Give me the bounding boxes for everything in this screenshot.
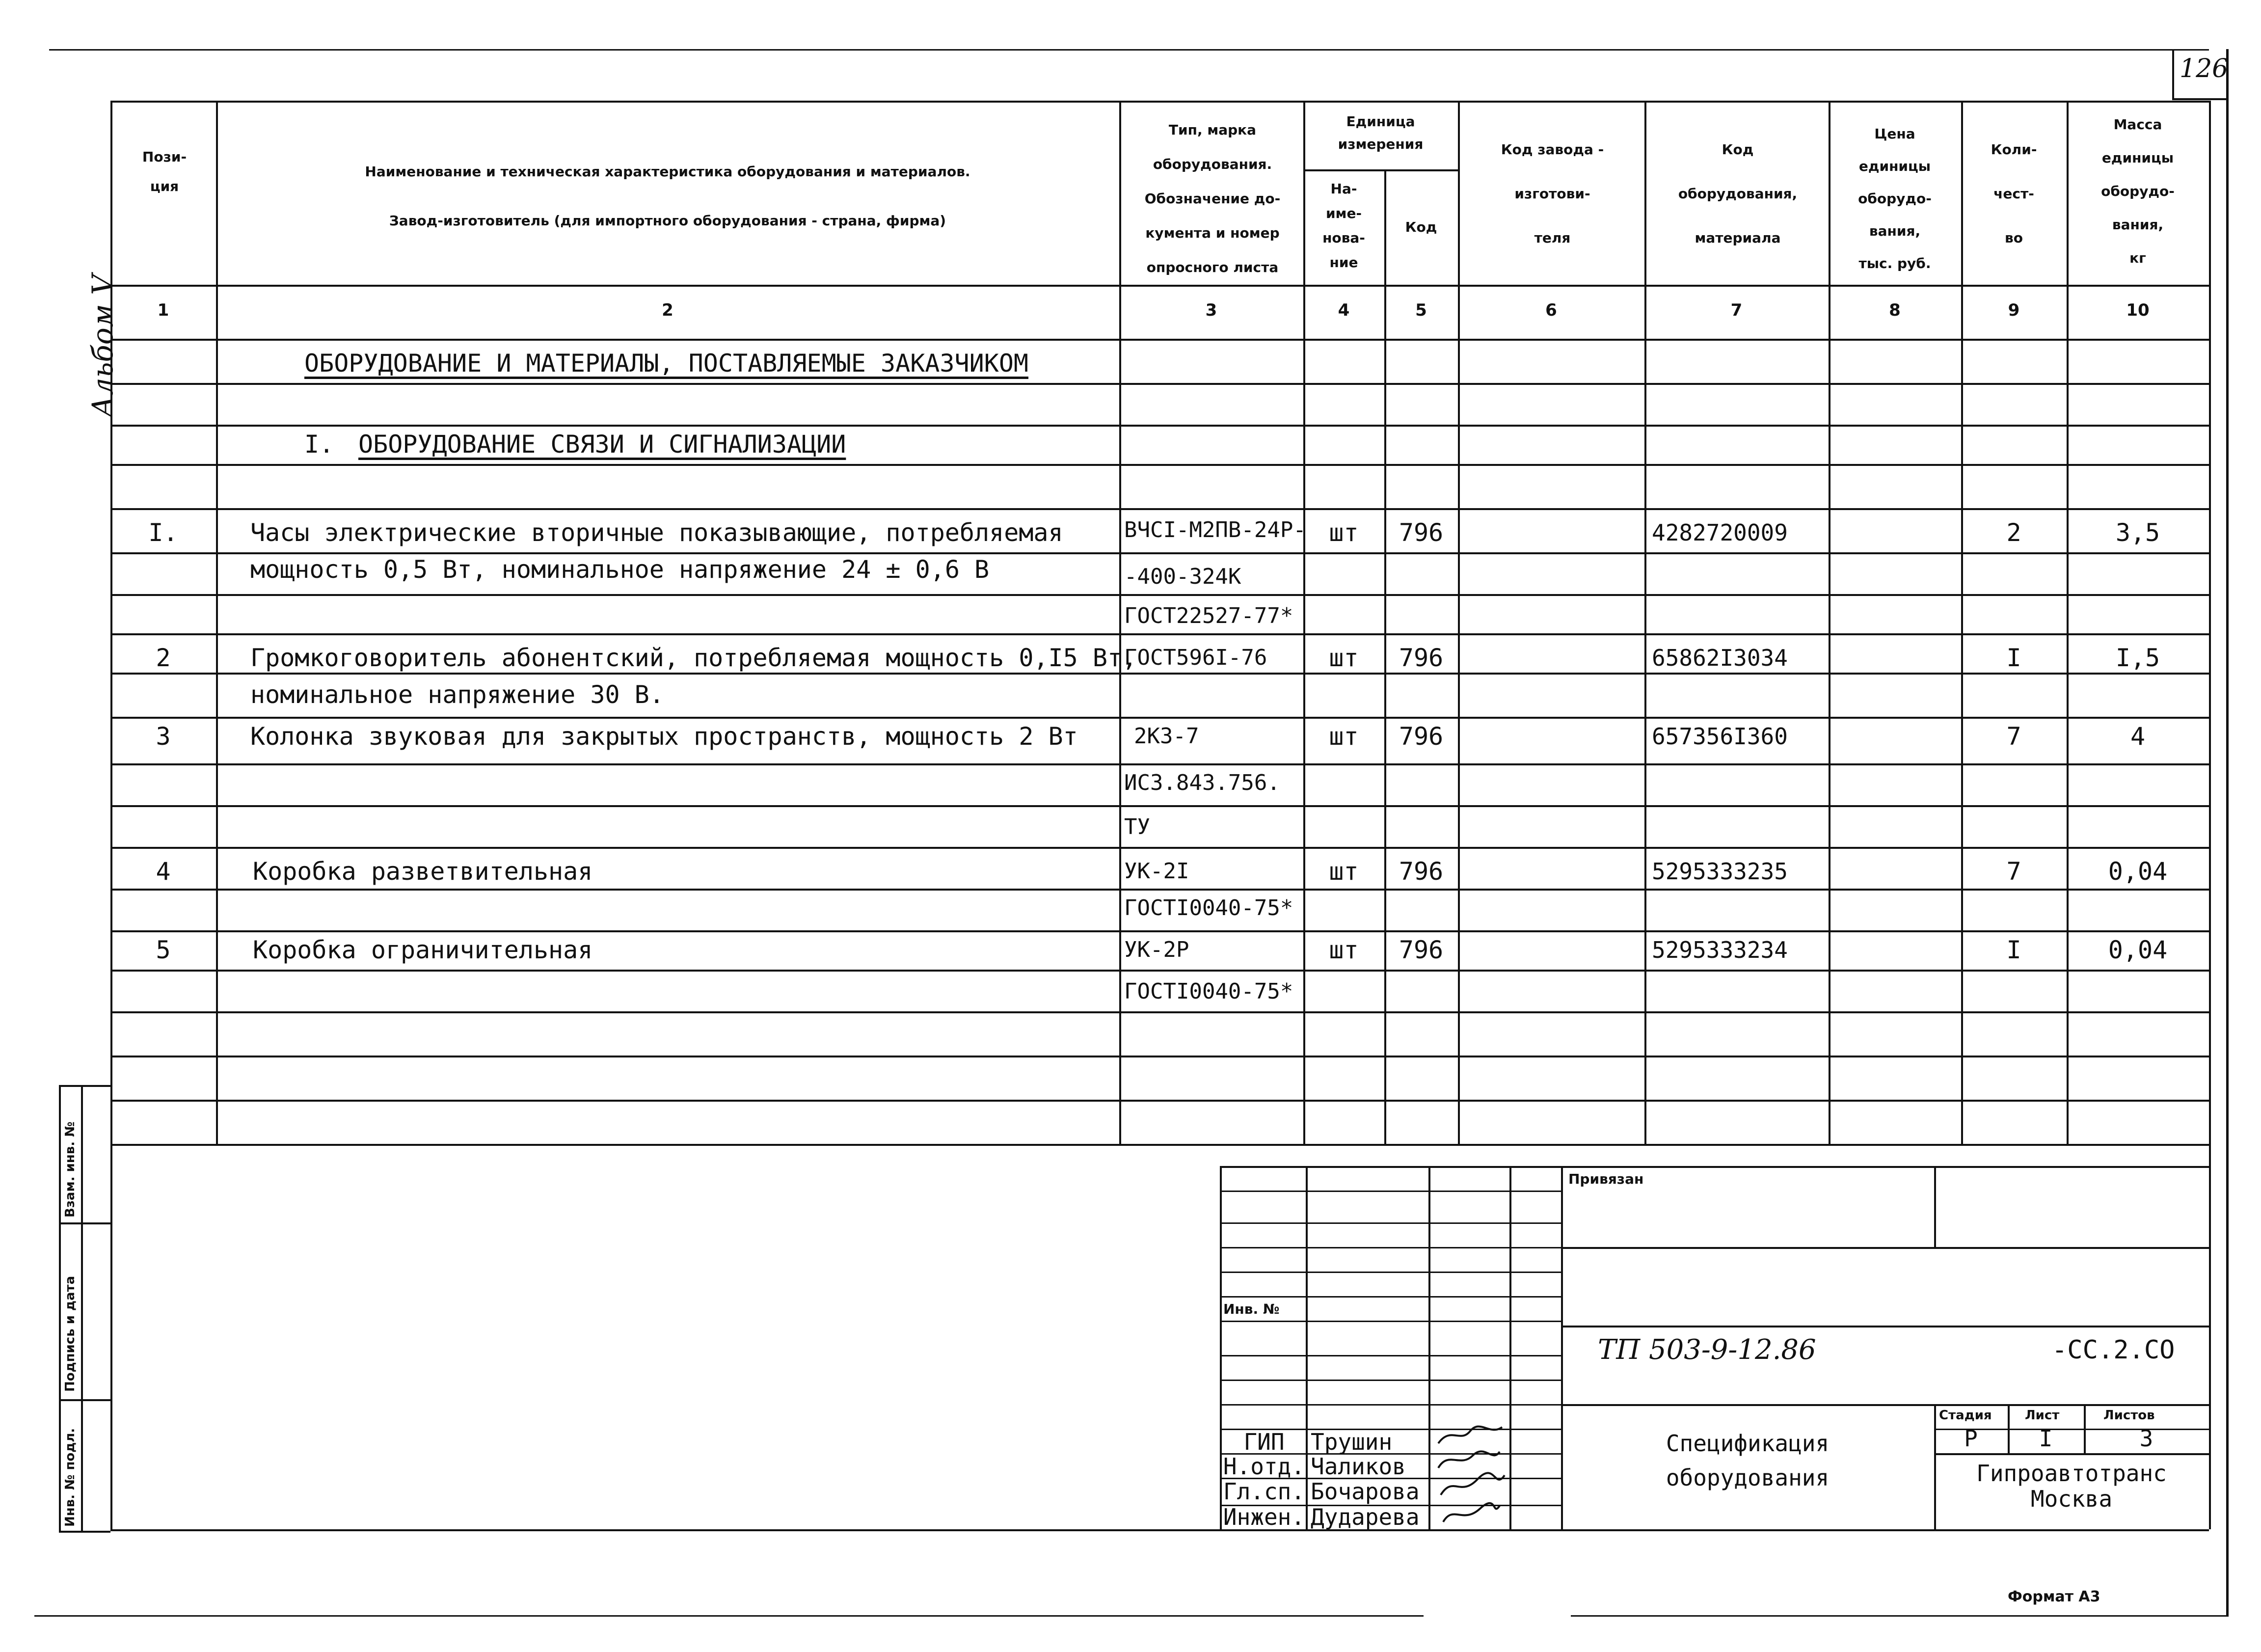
tb-line — [1509, 1166, 1511, 1529]
hdr-col1: Пози- ция — [142, 149, 187, 194]
tb-sheet: I — [2039, 1425, 2053, 1452]
tb-line — [1561, 1326, 2209, 1327]
tb-line — [1428, 1166, 1430, 1529]
row1-equip-code: 4282720009 — [1652, 519, 1788, 546]
tb-role-1: ГИП — [1243, 1429, 1285, 1455]
row-line — [110, 1011, 2209, 1013]
tb-privyazan: Привязан — [1568, 1171, 1644, 1187]
tb-role-4: Инжен. — [1223, 1504, 1305, 1530]
tb-sheet-label: Лист — [2025, 1408, 2060, 1423]
left-strip-mid — [81, 1085, 83, 1532]
row1-type-3: ГОСТ22527-77* — [1124, 603, 1293, 628]
col-num-3: 3 — [1205, 300, 1217, 320]
row4-equip-code: 5295333235 — [1652, 858, 1788, 885]
tb-inv-no: Инв. № — [1223, 1301, 1280, 1317]
row2-qty: I — [2006, 644, 2021, 672]
col-line-5 — [1458, 101, 1460, 1144]
frame-bottom — [110, 1529, 2209, 1531]
row-line — [110, 425, 2209, 427]
numbers-bottom — [110, 339, 2209, 341]
left-strip-line — [59, 1399, 110, 1401]
row5-equip-code: 5295333234 — [1652, 937, 1788, 963]
row3-qty: 7 — [2006, 722, 2021, 751]
row2-mass: I,5 — [2115, 644, 2160, 672]
row-line — [110, 1056, 2209, 1057]
row-line — [110, 594, 2209, 596]
row3-equip-code: 657356I360 — [1652, 723, 1788, 750]
tb-line — [1934, 1453, 2209, 1455]
tb-line — [1934, 1166, 1936, 1247]
left-strip-podpis: Подпись и дата — [63, 1275, 78, 1392]
row1-mass: 3,5 — [2115, 518, 2160, 547]
hdr-unit: Единица измерения — [1338, 113, 1424, 152]
left-strip-line — [59, 1222, 110, 1224]
signatures-graphic — [1431, 1421, 1509, 1529]
tb-name-2: Чаликов — [1311, 1453, 1406, 1480]
col-num-4: 4 — [1338, 300, 1350, 320]
row-line — [110, 970, 2209, 972]
row-line — [110, 930, 2209, 932]
row-line — [110, 552, 2209, 554]
row5-qty: I — [2006, 936, 2021, 964]
table-top — [110, 101, 2209, 103]
top-margin-line — [49, 49, 2209, 51]
tb-stage-label: Стадия — [1939, 1408, 1992, 1423]
row3-name-1: Колонка звуковая для закрытых пространств, мощность 2 Вт — [250, 722, 1078, 751]
tb-org: Гипроавтотранс Москва — [1976, 1460, 2167, 1512]
col-num-7: 7 — [1730, 300, 1743, 320]
left-strip-line — [59, 1085, 110, 1087]
row-line — [110, 805, 2209, 807]
bottom-margin-line-right — [1571, 1615, 2229, 1617]
row-line — [110, 847, 2209, 849]
hdr-col5: Код — [1405, 219, 1437, 235]
tb-line — [1306, 1166, 1308, 1529]
hdr-col7: Код оборудования, материала — [1678, 141, 1798, 246]
row1-code: 796 — [1399, 518, 1444, 547]
left-strip-inv-podl: Инв. № подл. — [63, 1428, 78, 1527]
hdr-col9: Коли- чест- во — [1991, 141, 2037, 246]
row-line — [110, 633, 2209, 635]
tb-name-1: Трушин — [1311, 1429, 1393, 1455]
album-note: Альбом V — [86, 274, 119, 417]
tb-sheets-label: Листов — [2103, 1408, 2155, 1423]
page-number-box-bottom — [2172, 98, 2227, 100]
tb-stage: Р — [1964, 1425, 1978, 1452]
tb-line — [1220, 1222, 1561, 1224]
row5-type-1: УК-2Р — [1124, 937, 1189, 962]
tb-line — [1561, 1404, 2209, 1406]
row3-pos: 3 — [156, 722, 171, 751]
row4-name-1: Коробка разветвительная — [253, 857, 593, 886]
left-strip-line — [59, 1531, 110, 1533]
row3-type-2: ИСЗ.843.756. — [1124, 770, 1280, 795]
hdr-col10: Масса единицы оборудо- вания, кг — [2101, 116, 2175, 266]
row4-type-2: ГОСТI0040-75* — [1124, 895, 1293, 921]
header-bottom — [110, 285, 2209, 287]
tb-line — [1220, 1321, 1561, 1322]
left-strip-vzam: Взам. инв. № — [63, 1121, 78, 1218]
bottom-margin-line — [34, 1615, 1424, 1617]
row5-pos: 5 — [156, 936, 171, 964]
col-line-6 — [1644, 101, 1646, 1144]
tb-role-3: Гл.сп. — [1223, 1478, 1305, 1505]
row2-equip-code: 65862I3034 — [1652, 645, 1788, 671]
unit-split-line — [1303, 169, 1458, 171]
hdr-col4: На- име- нова- ние — [1322, 181, 1365, 271]
tb-doc-title: Спецификация оборудования — [1666, 1430, 1830, 1491]
row1-name-1: Часы электрические вторичные показывающие, потребляемая — [250, 518, 1063, 547]
row5-unit: шт — [1329, 936, 1359, 964]
row4-unit: шт — [1329, 857, 1359, 886]
col-line-2 — [1119, 101, 1121, 1144]
row3-unit: шт — [1329, 722, 1359, 751]
format-label: Формат А3 — [2008, 1588, 2100, 1605]
row-line — [110, 464, 2209, 466]
row5-code: 796 — [1399, 936, 1444, 964]
col-num-1: 1 — [157, 300, 169, 320]
left-strip-outer — [59, 1085, 61, 1532]
tb-name-3: Бочарова — [1311, 1478, 1420, 1505]
row2-unit: шт — [1329, 644, 1359, 672]
row-line — [110, 508, 2209, 510]
table-right — [2209, 101, 2211, 1529]
row1-pos: I. — [148, 518, 178, 547]
tb-line — [1220, 1166, 1222, 1529]
row3-mass: 4 — [2130, 722, 2146, 751]
col-num-8: 8 — [1889, 300, 1901, 320]
row5-name-1: Коробка ограничительная — [253, 936, 593, 964]
row5-mass: 0,04 — [2108, 936, 2168, 964]
tb-doc-suffix: -СС.2.СО — [2052, 1335, 2175, 1365]
tb-doc-code: ТП 503-9-12.86 — [1598, 1334, 1816, 1366]
row1-unit: шт — [1329, 518, 1359, 547]
row-line — [110, 673, 2209, 675]
tb-line — [1220, 1380, 1561, 1381]
section-title: ОБОРУДОВАНИЕ И МАТЕРИАЛЫ, ПОСТАВЛЯЕМЫЕ ЗАКАЗЧИКОМ — [304, 349, 1029, 378]
row4-pos: 4 — [156, 857, 171, 886]
tb-top — [1220, 1166, 2209, 1168]
row1-qty: 2 — [2006, 518, 2021, 547]
tb-name-4: Дударева — [1311, 1504, 1420, 1530]
row1-type-2: -400-324К — [1124, 564, 1241, 589]
row4-mass: 0,04 — [2108, 857, 2168, 886]
row-line — [110, 383, 2209, 385]
row2-pos: 2 — [156, 644, 171, 672]
tb-line — [1220, 1355, 1561, 1356]
col-num-2: 2 — [662, 300, 673, 320]
row1-type-1: ВЧСI-М2ПВ-24Р- — [1124, 517, 1306, 542]
row-line — [110, 763, 2209, 765]
tb-sheets: 3 — [2139, 1425, 2153, 1452]
hdr-col6: Код завода - изготови- теля — [1501, 141, 1604, 246]
tb-role-2: Н.отд. — [1223, 1453, 1305, 1480]
row-line — [110, 717, 2209, 719]
row3-code: 796 — [1399, 722, 1444, 751]
subsection-num: I. — [304, 430, 334, 459]
row3-type-3: ТУ — [1124, 814, 1150, 840]
col-num-10: 10 — [2126, 300, 2150, 320]
row2-name-1: Громкоговоритель абонентский, потребляемая мощность 0,I5 Вт, — [250, 644, 1137, 672]
tb-line — [1220, 1247, 1561, 1248]
col-line-1 — [216, 101, 218, 1144]
row2-code: 796 — [1399, 644, 1444, 672]
hdr-col2: Наименование и техническая характеристика оборудования и материалов. Завод-изготовитель (для импортного оборудования - страна, фирма) — [365, 163, 970, 229]
row3-type-1: 2КЗ-7 — [1134, 724, 1199, 749]
row4-code: 796 — [1399, 857, 1444, 886]
hdr-col3: Тип, марка оборудования. Обозначение до- кумента и номер опросного листа — [1144, 122, 1281, 275]
row5-type-2: ГОСТI0040-75* — [1124, 979, 1293, 1004]
row-line — [110, 1100, 2209, 1102]
tb-line — [1220, 1191, 1561, 1192]
col-num-6: 6 — [1545, 300, 1557, 320]
table-bottom — [110, 1144, 2209, 1146]
row4-qty: 7 — [2006, 857, 2021, 886]
right-frame-line — [2226, 49, 2229, 1615]
col-num-9: 9 — [2008, 300, 2020, 320]
tb-line — [1561, 1247, 2209, 1249]
row4-type-1: УК-2I — [1124, 859, 1189, 884]
row-line — [110, 889, 2209, 891]
page-number: 126 — [2180, 54, 2229, 83]
subsection-title: ОБОРУДОВАНИЕ СВЯЗИ И СИГНАЛИЗАЦИИ — [358, 430, 846, 459]
tb-line — [1220, 1296, 1561, 1298]
tb-line — [1220, 1404, 1561, 1406]
row2-name-2: номинальное напряжение 30 В. — [250, 680, 664, 709]
page-number-box-left — [2172, 49, 2174, 98]
col-num-5: 5 — [1415, 300, 1427, 320]
row1-name-2: мощность 0,5 Вт, номинальное напряжение 24 ± 0,6 В — [250, 555, 990, 584]
row2-type-1: ГОСТ596I-76 — [1124, 645, 1267, 670]
tb-line — [1220, 1272, 1561, 1273]
hdr-col8: Цена единицы оборудо- вания, тыс. руб. — [1858, 126, 1932, 271]
